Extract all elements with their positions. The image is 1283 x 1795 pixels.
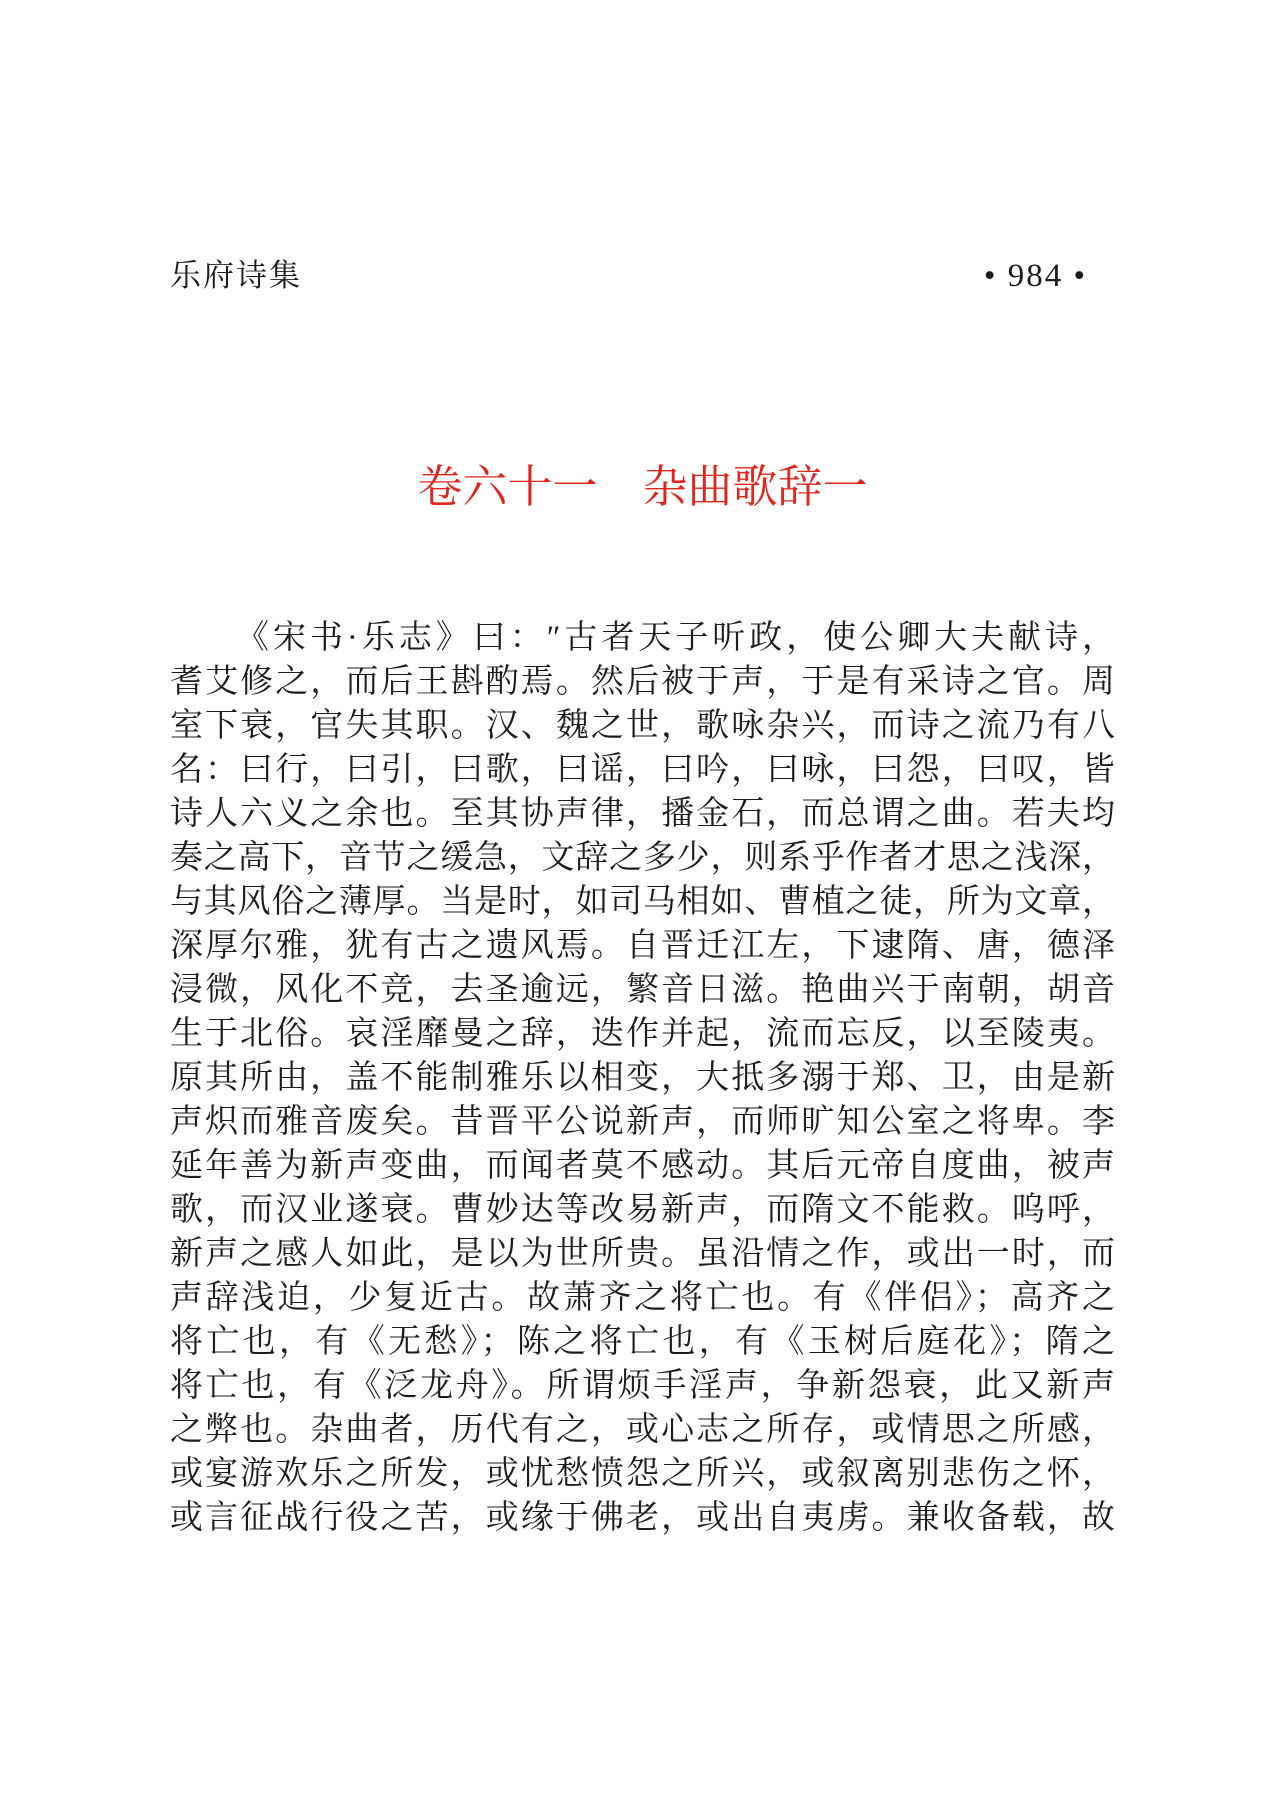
text-line: 将亡也，有《泛龙舟》。所谓烦手淫声，争新怨衰，此又新声 <box>170 1368 1115 1404</box>
text-line: 歌，而汉业遂衰。曹妙达等改易新声，而隋文不能救。呜呼， <box>170 1192 1115 1228</box>
text-line: 延年善为新声变曲，而闻者莫不感动。其后元帝自度曲，被声 <box>170 1148 1115 1184</box>
text-line: 原其所由，盖不能制雅乐以相变，大抵多溺于郑、卫，由是新 <box>170 1060 1115 1096</box>
text-line: 之弊也。杂曲者，历代有之，或心志之所存，或情思之所感， <box>170 1412 1115 1448</box>
text-line: 室下衰，官失其职。汉、魏之世，歌咏杂兴，而诗之流乃有八 <box>170 708 1115 744</box>
text-line: 《宋书·乐志》曰：″古者天子听政，使公卿大夫献诗， <box>236 620 1115 656</box>
text-line: 耆艾修之，而后王斟酌焉。然后被于声，于是有采诗之官。周 <box>170 664 1115 700</box>
page-content <box>170 0 1115 1795</box>
text-line: 将亡也，有《无愁》；陈之将亡也，有《玉树后庭花》；隋之 <box>170 1324 1115 1360</box>
text-line: 新声之感人如此，是以为世所贵。虽沿情之作，或出一时，而 <box>170 1236 1115 1272</box>
text-line: 声炽而雅音废矣。昔晋平公说新声，而师旷知公室之将卑。李 <box>170 1104 1115 1140</box>
text-line: 浸微，风化不竞，去圣逾远，繁音日滋。艳曲兴于南朝，胡音 <box>170 972 1115 1008</box>
text-line: 深厚尔雅，犹有古之遗风焉。自晋迁江左，下逮隋、唐，德泽 <box>170 928 1115 964</box>
text-line: 或言征战行役之苦，或缘于佛老，或出自夷虏。兼收备载，故 <box>170 1500 1115 1536</box>
book-title: 乐府诗集 <box>170 258 302 293</box>
running-header <box>170 250 1115 295</box>
text-line: 生于北俗。哀淫靡曼之辞，迭作并起，流而忘反，以至陵夷。 <box>170 1016 1115 1052</box>
body-paragraph <box>170 616 1115 1540</box>
chapter-title: 卷六十一 杂曲歌辞一 <box>417 462 868 512</box>
text-line: 名：曰行，曰引，曰歌，曰谣，曰吟，曰咏，曰怨，曰叹，皆 <box>170 752 1115 788</box>
text-line: 或宴游欢乐之所发，或忧愁愤怨之所兴，或叙离别悲伤之怀， <box>170 1456 1115 1492</box>
text-line: 与其风俗之薄厚。当是时，如司马相如、曹植之徒，所为文章， <box>170 884 1115 920</box>
page-number: • 984 • <box>983 258 1087 294</box>
text-line: 声辞浅迫，少复近古。故萧齐之将亡也。有《伴侣》；高齐之 <box>170 1280 1115 1316</box>
text-line: 奏之高下，音节之缓急，文辞之多少，则系乎作者才思之浅深， <box>170 840 1115 876</box>
text-line: 诗人六义之余也。至其协声律，播金石，而总谓之曲。若夫均 <box>170 796 1115 832</box>
